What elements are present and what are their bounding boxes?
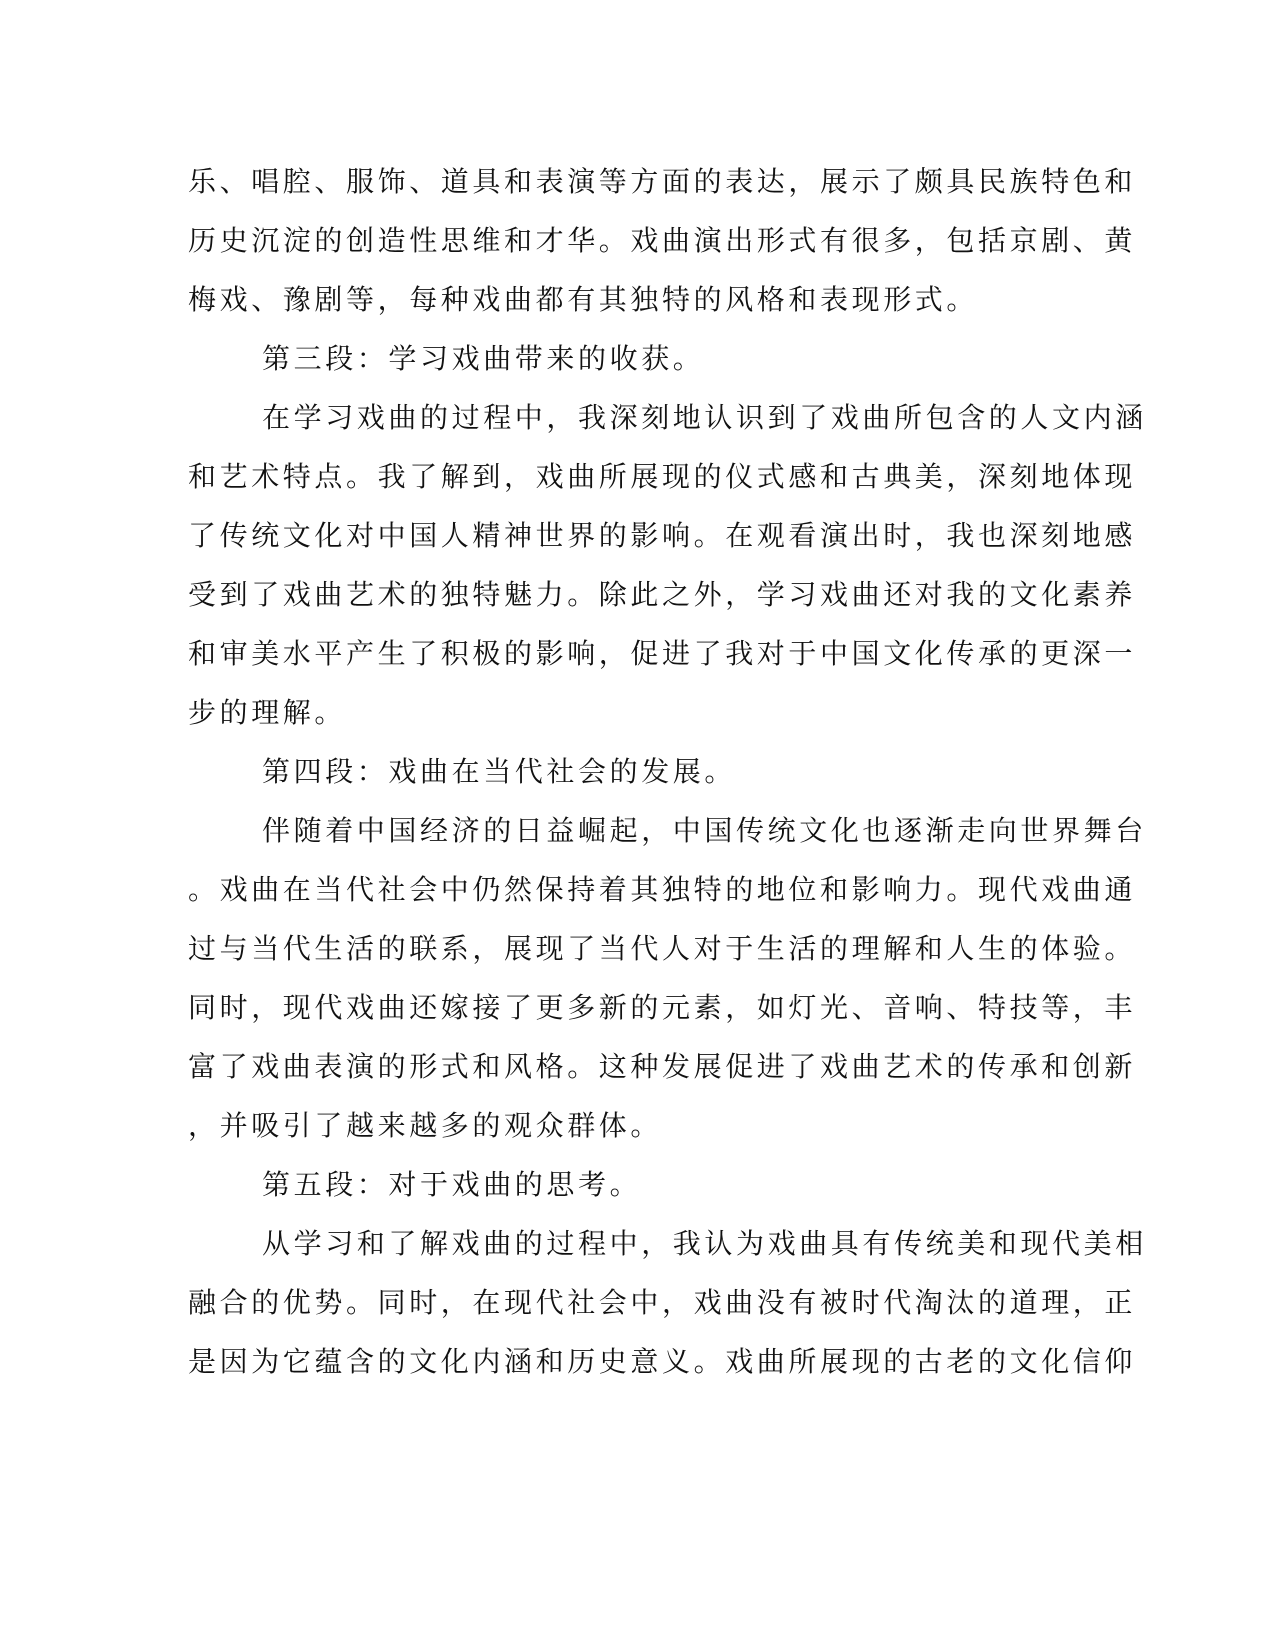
text-line: 同时，现代戏曲还嫁接了更多新的元素，如灯光、音响、特技等，丰 — [188, 991, 1137, 1024]
section-heading-4: 第四段：戏曲在当代社会的发展。 — [262, 755, 737, 788]
text-line: 了传统文化对中国人精神世界的影响。在观看演出时，我也深刻地感 — [188, 519, 1137, 552]
section-heading-5: 第五段：对于戏曲的思考。 — [262, 1168, 642, 1201]
text-line: 伴随着中国经济的日益崛起，中国传统文化也逐渐走向世界舞台 — [262, 814, 1147, 847]
text-line: 是因为它蕴含的文化内涵和历史意义。戏曲所展现的古老的文化信仰 — [188, 1345, 1137, 1378]
text-line: 和艺术特点。我了解到，戏曲所展现的仪式感和古典美，深刻地体现 — [188, 460, 1137, 493]
text-line: 富了戏曲表演的形式和风格。这种发展促进了戏曲艺术的传承和创新 — [188, 1050, 1137, 1083]
text-line: 乐、唱腔、服饰、道具和表演等方面的表达，展示了颇具民族特色和 — [188, 165, 1137, 198]
text-line: 和审美水平产生了积极的影响，促进了我对于中国文化传承的更深一 — [188, 637, 1137, 670]
text-line: 从学习和了解戏曲的过程中，我认为戏曲具有传统美和现代美相 — [262, 1227, 1147, 1260]
text-line: 融合的优势。同时，在现代社会中，戏曲没有被时代淘汰的道理，正 — [188, 1286, 1137, 1319]
text-line: 。戏曲在当代社会中仍然保持着其独特的地位和影响力。现代戏曲通 — [188, 873, 1137, 906]
text-line: 受到了戏曲艺术的独特魅力。除此之外，学习戏曲还对我的文化素养 — [188, 578, 1137, 611]
text-line: 在学习戏曲的过程中，我深刻地认识到了戏曲所包含的人文内涵 — [262, 401, 1147, 434]
text-line: 步的理解。 — [188, 696, 347, 729]
text-line: 历史沉淀的创造性思维和才华。戏曲演出形式有很多，包括京剧、黄 — [188, 224, 1137, 257]
text-line: 梅戏、豫剧等，每种戏曲都有其独特的风格和表现形式。 — [188, 283, 979, 316]
text-line: ，并吸引了越来越多的观众群体。 — [188, 1109, 663, 1142]
text-line: 过与当代生活的联系，展现了当代人对于生活的理解和人生的体验。 — [188, 932, 1137, 965]
section-heading-3: 第三段：学习戏曲带来的收获。 — [262, 342, 705, 375]
